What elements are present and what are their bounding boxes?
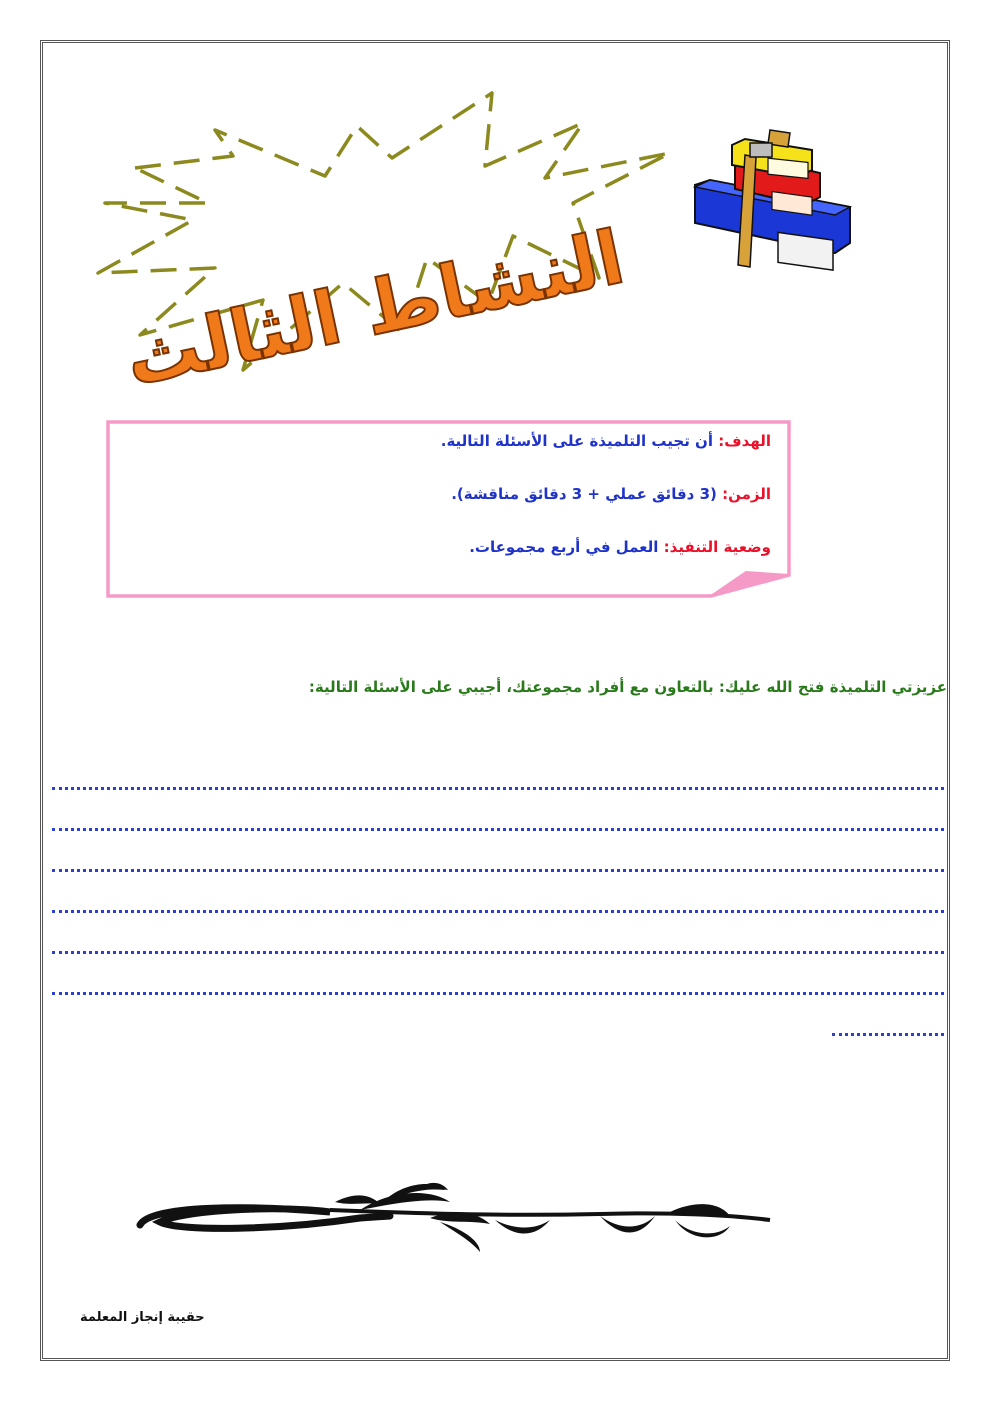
goal-line <box>441 432 771 450</box>
svg-text:النشاط الثالث: النشاط الثالث <box>118 214 632 404</box>
answer-line[interactable] <box>52 787 944 790</box>
page-title <box>118 214 632 404</box>
info-box <box>106 420 791 598</box>
answer-line[interactable] <box>52 828 944 831</box>
time-line <box>451 485 771 503</box>
answer-line[interactable] <box>832 1033 944 1036</box>
mode-line <box>469 538 771 556</box>
time-value: (3 دقائق عملي + 3 دقائق مناقشة). <box>451 485 717 503</box>
mode-value: العمل في أربع مجموعات. <box>469 538 659 556</box>
books-stack-icon <box>690 125 855 270</box>
instruction-text: عزيزتي التلميذة فتح الله عليك: بالتعاون مع أفراد مجموعتك، أجيبي على الأسئلة التالية: <box>308 678 947 696</box>
answer-line[interactable] <box>52 992 944 995</box>
goal-value: أن تجيب التلميذة على الأسئلة التالية. <box>440 432 713 450</box>
footer-text: حقيبة إنجاز المعلمة <box>80 1310 205 1325</box>
mode-label: وضعية التنفيذ: <box>663 538 771 556</box>
goal-label: الهدف: <box>718 432 771 450</box>
answer-line[interactable] <box>52 910 944 913</box>
floral-ornament-icon <box>130 1180 780 1260</box>
answer-line[interactable] <box>52 951 944 954</box>
time-label: الزمن: <box>722 485 771 503</box>
answer-line[interactable] <box>52 869 944 872</box>
